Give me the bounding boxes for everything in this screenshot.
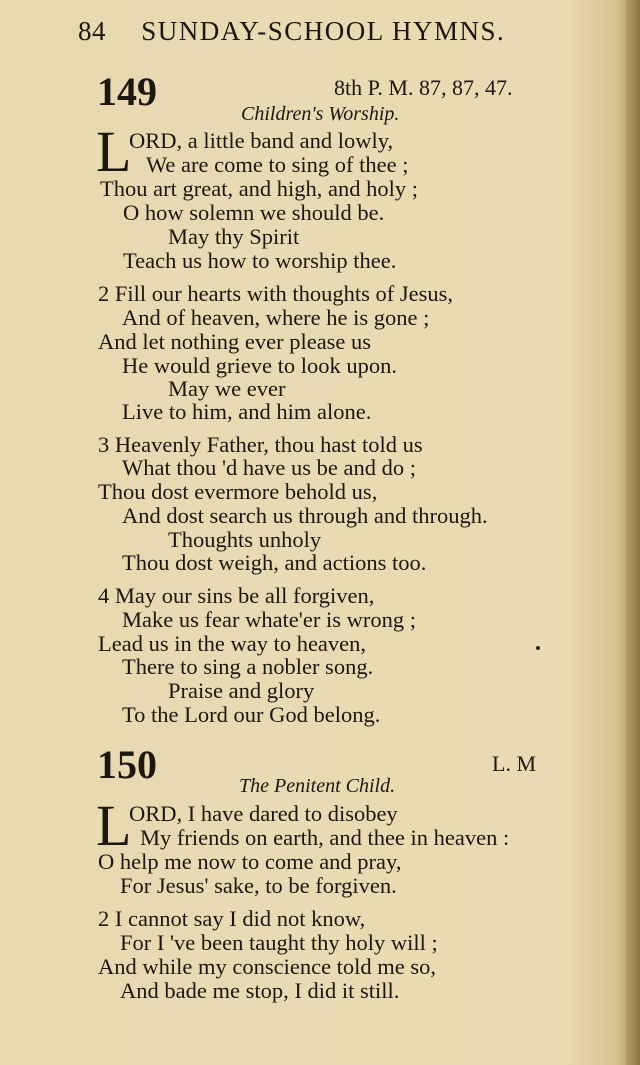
hymn-149-title: Children's Worship. [241, 103, 400, 125]
verse-line: To the Lord our God belong. [122, 702, 381, 727]
hymn-150-meter: L. M [492, 751, 536, 776]
verse-line: For I 've been taught thy holy will ; [120, 930, 438, 955]
verse-line: May thy Spirit [168, 224, 300, 249]
hymn-150-title: The Penitent Child. [239, 775, 396, 797]
hymn-149-first-line: ORD, a little band and lowly, [129, 128, 394, 153]
verse-line: And while my conscience told me so, [98, 954, 437, 979]
hymn-150-dropcap: L [96, 793, 132, 858]
verse-line: There to sing a nobler song. [122, 654, 374, 679]
page-header [78, 16, 505, 47]
verse-line: For Jesus' sake, to be forgiven. [120, 873, 397, 898]
verse-line: Live to him, and him alone. [122, 399, 372, 424]
verse-line: And of heaven, where he is gone ; [122, 305, 430, 330]
page-number: 84 [78, 16, 106, 46]
verse-line: Make us fear whate'er is wrong ; [122, 607, 416, 632]
verse-line: And dost search us through and through. [122, 503, 488, 528]
verse-line: O help me now to come and pray, [98, 849, 402, 874]
verse-line: And bade me stop, I did it still. [120, 978, 400, 1003]
hymn-149-number: 149 [97, 69, 157, 114]
verse-line: My friends on earth, and thee in heaven : [140, 825, 510, 850]
verse-line: 2 Fill our hearts with thoughts of Jesus, [98, 281, 453, 306]
hymn-150-number: 150 [97, 742, 157, 787]
verse-line: Thou dost evermore behold us, [98, 479, 378, 504]
verse-line: Praise and glory [168, 678, 315, 703]
verse-line: O how solemn we should be. [123, 200, 385, 225]
verse-line: He would grieve to look upon. [122, 353, 397, 378]
running-title: SUNDAY-SCHOOL HYMNS. [141, 16, 506, 46]
verse-line: 4 May our sins be all forgiven, [98, 583, 375, 608]
verse-line: And let nothing ever please us [98, 329, 372, 354]
verse-line: Lead us in the way to heaven, [98, 631, 367, 656]
verse-line: Thoughts unholy [168, 527, 322, 552]
verse-line: Teach us how to worship thee. [123, 248, 397, 273]
page-gutter [626, 0, 640, 1065]
verse-line: May we ever [168, 376, 286, 401]
verse-line: We are come to sing of thee ; [146, 152, 409, 177]
verse-line: 3 Heavenly Father, thou hast told us [98, 432, 423, 457]
verse-line: What thou 'd have us be and do ; [122, 455, 416, 480]
hymn-150-first-line: ORD, I have dared to disobey [129, 801, 398, 826]
hymn-149-dropcap: L [96, 119, 132, 184]
hymn-149-meter: 8th P. M. 87, 87, 47. [334, 75, 513, 100]
verse-line: Thou dost weigh, and actions too. [122, 550, 427, 575]
verse-line: Thou art great, and high, and holy ; [100, 176, 419, 201]
ink-speck [536, 646, 540, 650]
verse-line: 2 I cannot say I did not know, [98, 906, 366, 931]
